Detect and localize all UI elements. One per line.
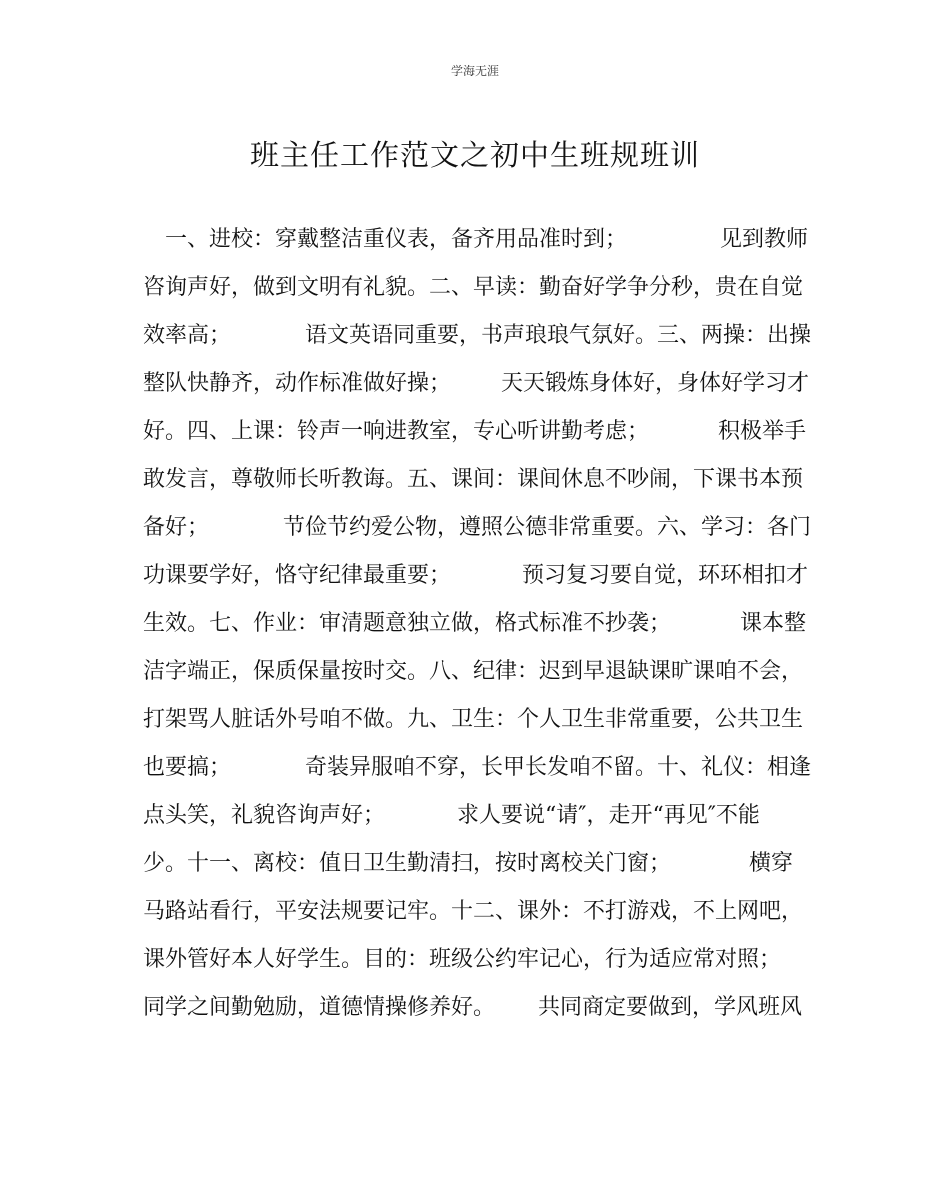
text-segment: 预习复习要自觉，环环相扣才 (522, 563, 809, 588)
page-header: 学海无涯 (450, 64, 499, 78)
text-segment: 好。四、上课：铃声一响进教室，专心听讲勤考虑； (143, 419, 650, 444)
text-segment: 备好； (143, 515, 210, 540)
text-segment: 同学之间勤勉励，道德情操修养好。 (143, 995, 496, 1020)
text-segment: 马路站看行，平安法规要记牢。十二、课外：不打游戏，不上网吧， (143, 899, 804, 924)
text-segment: 节俭节约爱公物，遵照公德非常重要。六、学习：各门 (283, 515, 812, 540)
document-body (143, 216, 812, 1032)
text-segment: 打架骂人脏话外号咱不做。九、卫生：个人卫生非常重要，公共卫生 (143, 707, 804, 732)
text-segment: 敢发言，尊敬师长听教诲。五、课间：课间休息不吵闹，下课书本预 (143, 467, 804, 492)
text-segment: 课外管好本人好学生。目的：班级公约牢记心，行为适应常对照； (143, 947, 782, 972)
text-segment: 横穿 (749, 851, 794, 876)
text-segment: 效率高； (143, 323, 232, 348)
text-line (143, 984, 808, 1032)
text-segment: 求人要说“请″，走开“再见″不能 (457, 803, 760, 828)
text-line (143, 744, 812, 792)
document-title: 班主任工作范文之初中生班规班训 (249, 138, 700, 172)
text-segment: 少。十一、离校：值日卫生勤清扫，按时离校关门窗； (143, 851, 672, 876)
text-line (143, 504, 812, 552)
text-line (143, 360, 808, 408)
text-segment: 一、进校：穿戴整洁重仪表，备齐用品准时到； (143, 227, 628, 252)
text-segment: 洁字端正，保质保量按时交。八、纪律：迟到早退缺课旷课咱不会， (143, 659, 804, 684)
text-line (143, 792, 808, 840)
text-line (143, 408, 808, 456)
text-segment: 点头笑，礼貌咨询声好； (143, 803, 386, 828)
text-segment: 见到教师 (720, 227, 809, 252)
text-line (143, 312, 812, 360)
text-line (143, 216, 808, 264)
text-segment: 积极举手 (718, 419, 807, 444)
text-line (143, 936, 808, 984)
text-segment: 生效。七、作业：审清题意独立做，格式标准不抄袭； (143, 611, 672, 636)
text-line (143, 840, 808, 888)
text-segment: 整队快静齐，动作标准做好操； (143, 371, 452, 396)
text-line (143, 264, 808, 312)
text-line (143, 696, 808, 744)
text-line (143, 600, 808, 648)
text-segment: 也要搞； (143, 755, 232, 780)
text-line (143, 456, 808, 504)
text-line (143, 888, 808, 936)
text-segment: 语文英语同重要，书声琅琅气氛好。三、两操：出操 (305, 323, 812, 348)
text-segment: 共同商定要做到，学风班风 (538, 995, 803, 1020)
text-segment: 奇装异服咱不穿，长甲长发咱不留。十、礼仪：相逢 (305, 755, 812, 780)
text-segment: 课本整 (740, 611, 807, 636)
text-segment: 功课要学好，恪守纪律最重要； (143, 563, 452, 588)
text-segment: 天天锻炼身体好，身体好学习才 (501, 371, 810, 396)
text-segment: 咨询声好，做到文明有礼貌。二、早读：勤奋好学争分秒，贵在自觉 (143, 275, 804, 300)
text-line (143, 648, 808, 696)
text-line (143, 552, 808, 600)
